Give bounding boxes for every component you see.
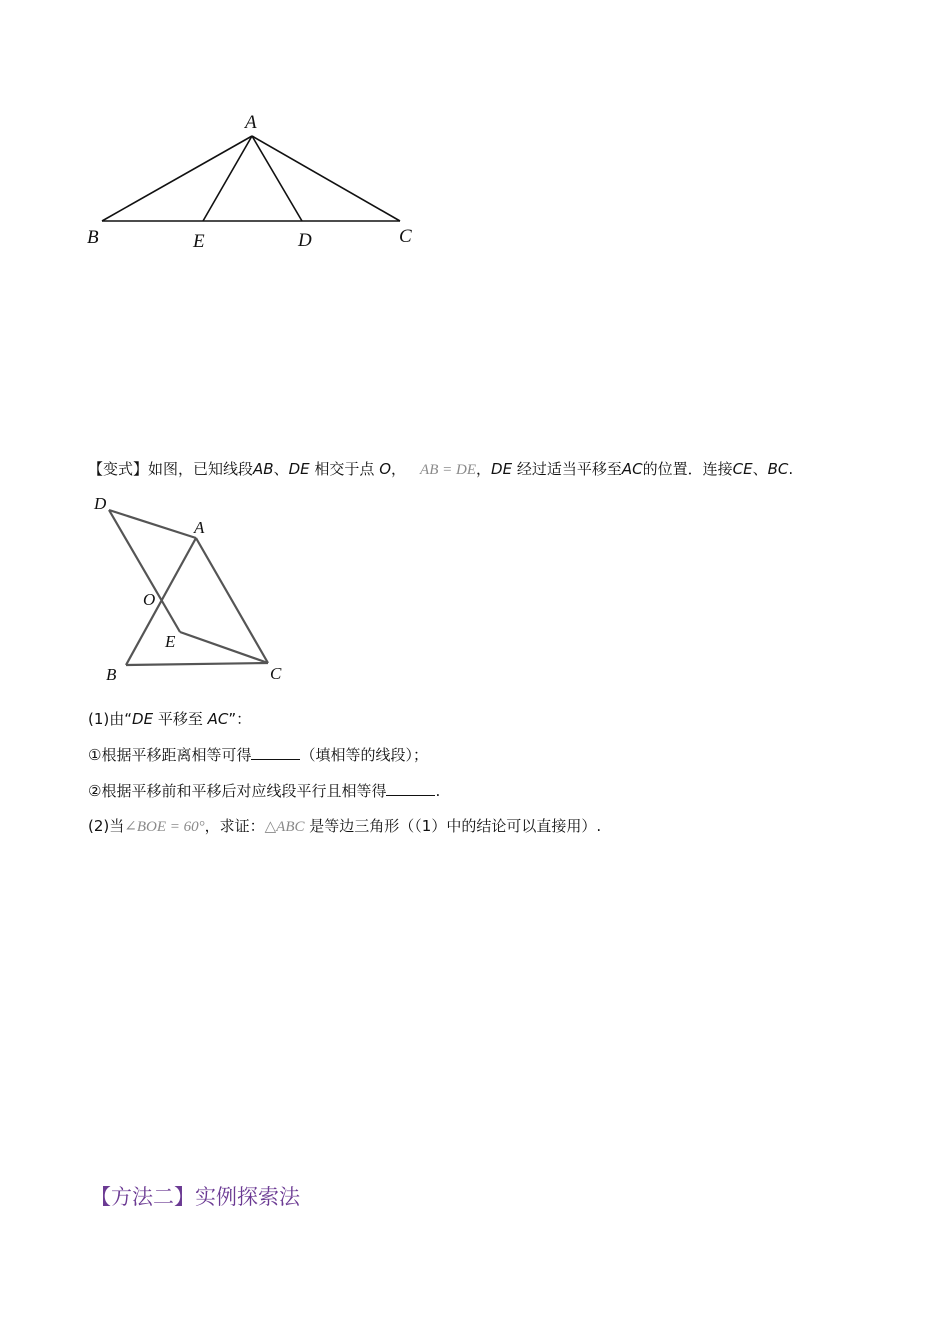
fig1-label-B: B — [87, 227, 99, 248]
formula-ab-eq-de: AB = DE — [420, 462, 476, 478]
seg-ac: AC — [621, 460, 643, 478]
question-1a — [88, 745, 428, 765]
q1a-text: ①根据平移距离相等可得 — [88, 746, 252, 764]
fig2-label-C: C — [270, 664, 282, 683]
q1-de: DE — [132, 710, 154, 728]
variant-statement — [88, 459, 793, 480]
variant-text-4: 的位置．连接 — [642, 460, 733, 478]
q1a-answer-blank[interactable] — [251, 745, 300, 760]
segment-AD — [252, 136, 302, 221]
segment-AC — [196, 538, 268, 663]
fig2-label-B: B — [106, 665, 117, 684]
q1b-text: ②根据平移前和平移后对应线段平行且相等得 — [88, 782, 387, 800]
seg-ce: CE — [732, 460, 753, 478]
point-o: O — [379, 460, 392, 478]
q2-text-2: 是等边三角形（（1）中的结论可以直接用）. — [309, 817, 602, 835]
q1b-end: . — [435, 782, 441, 800]
fig1-label-A: A — [245, 112, 257, 133]
fig2-label-A: A — [194, 518, 205, 537]
question-2 — [88, 816, 601, 837]
q1b-answer-blank[interactable] — [386, 781, 435, 796]
fig1-label-E: E — [193, 231, 205, 252]
method-2-heading: 【方法二】实例探索法 — [90, 1185, 300, 1209]
q2-text-1: ，求证： — [204, 817, 265, 835]
variant-text-3: 经过适当平移至 — [516, 460, 622, 478]
fig1-label-C: C — [399, 226, 412, 247]
segment-AE — [203, 136, 252, 221]
sep-2: 、 — [752, 460, 768, 478]
question-1 — [88, 709, 251, 729]
figure-1-triangle — [80, 110, 440, 260]
variant-end: . — [788, 460, 794, 478]
q1a-note: （填相等的线段）； — [300, 746, 428, 764]
q1-mid: 平移至 — [157, 710, 203, 728]
variant-tag: 【变式】 — [88, 460, 149, 478]
q1-prefix: (1)由“ — [88, 710, 133, 728]
fig1-label-D: D — [298, 230, 312, 251]
variant-text-1: 如图，已知线段 — [148, 460, 254, 478]
q1-suffix: ”： — [228, 710, 252, 728]
comma-2: ， — [476, 460, 492, 478]
sep-1: 、 — [273, 460, 289, 478]
seg-de: DE — [288, 460, 310, 478]
formula-triangle-abc: △ABC — [264, 819, 305, 835]
formula-angle-boe: ∠BOE = 60° — [124, 819, 205, 835]
fig2-label-O: O — [143, 590, 156, 609]
segment-BC — [126, 663, 268, 665]
seg-de-2: DE — [491, 460, 513, 478]
q2-prefix: (2)当 — [88, 817, 125, 835]
fig2-label-E: E — [165, 632, 176, 651]
segment-EC — [180, 632, 268, 663]
variant-text-2: 相交于点 — [314, 460, 375, 478]
q1-ac: AC — [207, 710, 229, 728]
seg-ab: AB — [253, 460, 274, 478]
comma-1: ， — [391, 460, 407, 478]
question-1b — [88, 781, 440, 801]
seg-bc: BC — [767, 460, 789, 478]
fig2-label-D: D — [94, 494, 107, 513]
segment-AC — [252, 136, 400, 221]
segment-AB — [102, 136, 252, 221]
